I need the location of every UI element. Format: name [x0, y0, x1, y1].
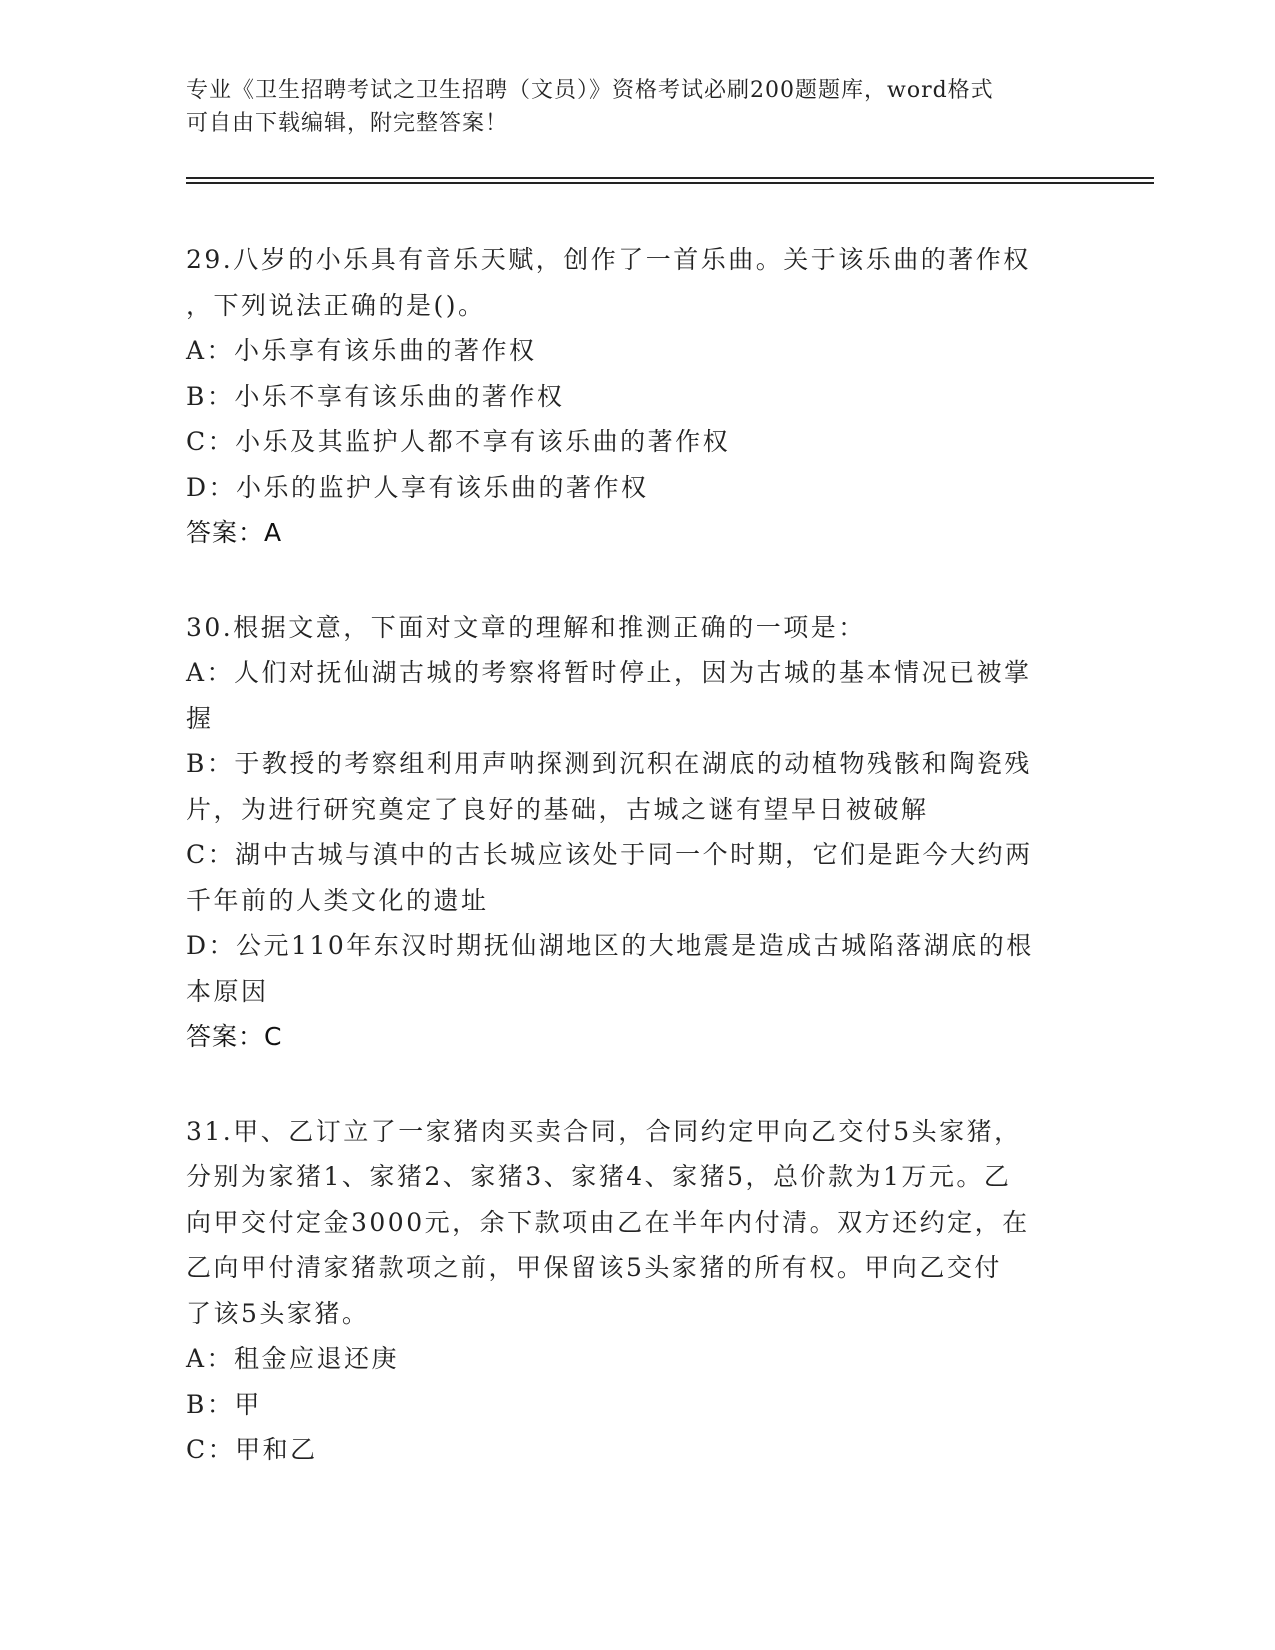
option-line: 千年前的人类文化的遗址	[186, 885, 489, 915]
question-item	[186, 605, 1076, 1060]
header-line-2: 可自由下载编辑，附完整答案！	[186, 111, 509, 136]
header-line-1: 专业《卫生招聘考试之卫生招聘（文员）》资格考试必刷200题题库，word格式	[186, 78, 994, 103]
option-line: A：人们对抚仙湖古城的考察将暂时停止，因为古城的基本情况已被掌	[186, 658, 1032, 687]
option-line: D：公元110年东汉时期抚仙湖地区的大地震是造成古城陷落湖底的根	[186, 931, 1034, 960]
option-line: C：甲和乙	[186, 1435, 318, 1464]
option-line: C：小乐及其监护人都不享有该乐曲的著作权	[186, 427, 731, 456]
question-stem-line: 29.八岁的小乐具有音乐天赋，创作了一首乐曲。关于该乐曲的著作权	[186, 245, 1031, 274]
option-line: B：甲	[186, 1389, 262, 1419]
question-item	[186, 237, 1076, 556]
option-line: 本原因	[186, 976, 269, 1006]
question-item	[186, 1109, 1076, 1473]
header-divider-bottom	[186, 182, 1154, 184]
option-line: A：租金应退还庚	[186, 1344, 400, 1373]
question-stem-line: 乙向甲付清家猪款项之前，甲保留该5头家猪的所有权。甲向乙交付	[186, 1253, 1002, 1282]
question-stem-line: 分别为家猪1、家猪2、家猪3、家猪4、家猪5，总价款为1万元。乙	[186, 1162, 1012, 1191]
question-stem-line: ，下列说法正确的是()。	[186, 290, 486, 320]
question-stem-line: 向甲交付定金3000元，余下款项由乙在半年内付清。双方还约定，在	[186, 1207, 1030, 1237]
question-stem-line: 了该5头家猪。	[186, 1298, 370, 1328]
option-line: 片，为进行研究奠定了良好的基础，古城之谜有望早日被破解	[186, 794, 929, 824]
option-line: C：湖中古城与滇中的古长城应该处于同一个时期，它们是距今大约两	[186, 840, 1033, 869]
option-line: D：小乐的监护人享有该乐曲的著作权	[186, 472, 649, 502]
option-line: B：小乐不享有该乐曲的著作权	[186, 381, 565, 411]
answer-label: 答案：A	[186, 518, 283, 547]
option-line: B：于教授的考察组利用声呐探测到沉积在湖底的动植物残骸和陶瓷残	[186, 749, 1032, 778]
header-divider-top	[186, 177, 1154, 179]
option-line: A：小乐享有该乐曲的著作权	[186, 336, 537, 365]
question-list	[186, 237, 1076, 1522]
document-header	[186, 74, 1066, 140]
option-line: 握	[186, 703, 214, 733]
question-stem-line: 30.根据文意，下面对文章的理解和推测正确的一项是：	[186, 612, 866, 642]
answer-label: 答案：C	[186, 1022, 283, 1051]
question-stem-line: 31.甲、乙订立了一家猪肉买卖合同，合同约定甲向乙交付5头家猪，	[186, 1116, 1022, 1146]
